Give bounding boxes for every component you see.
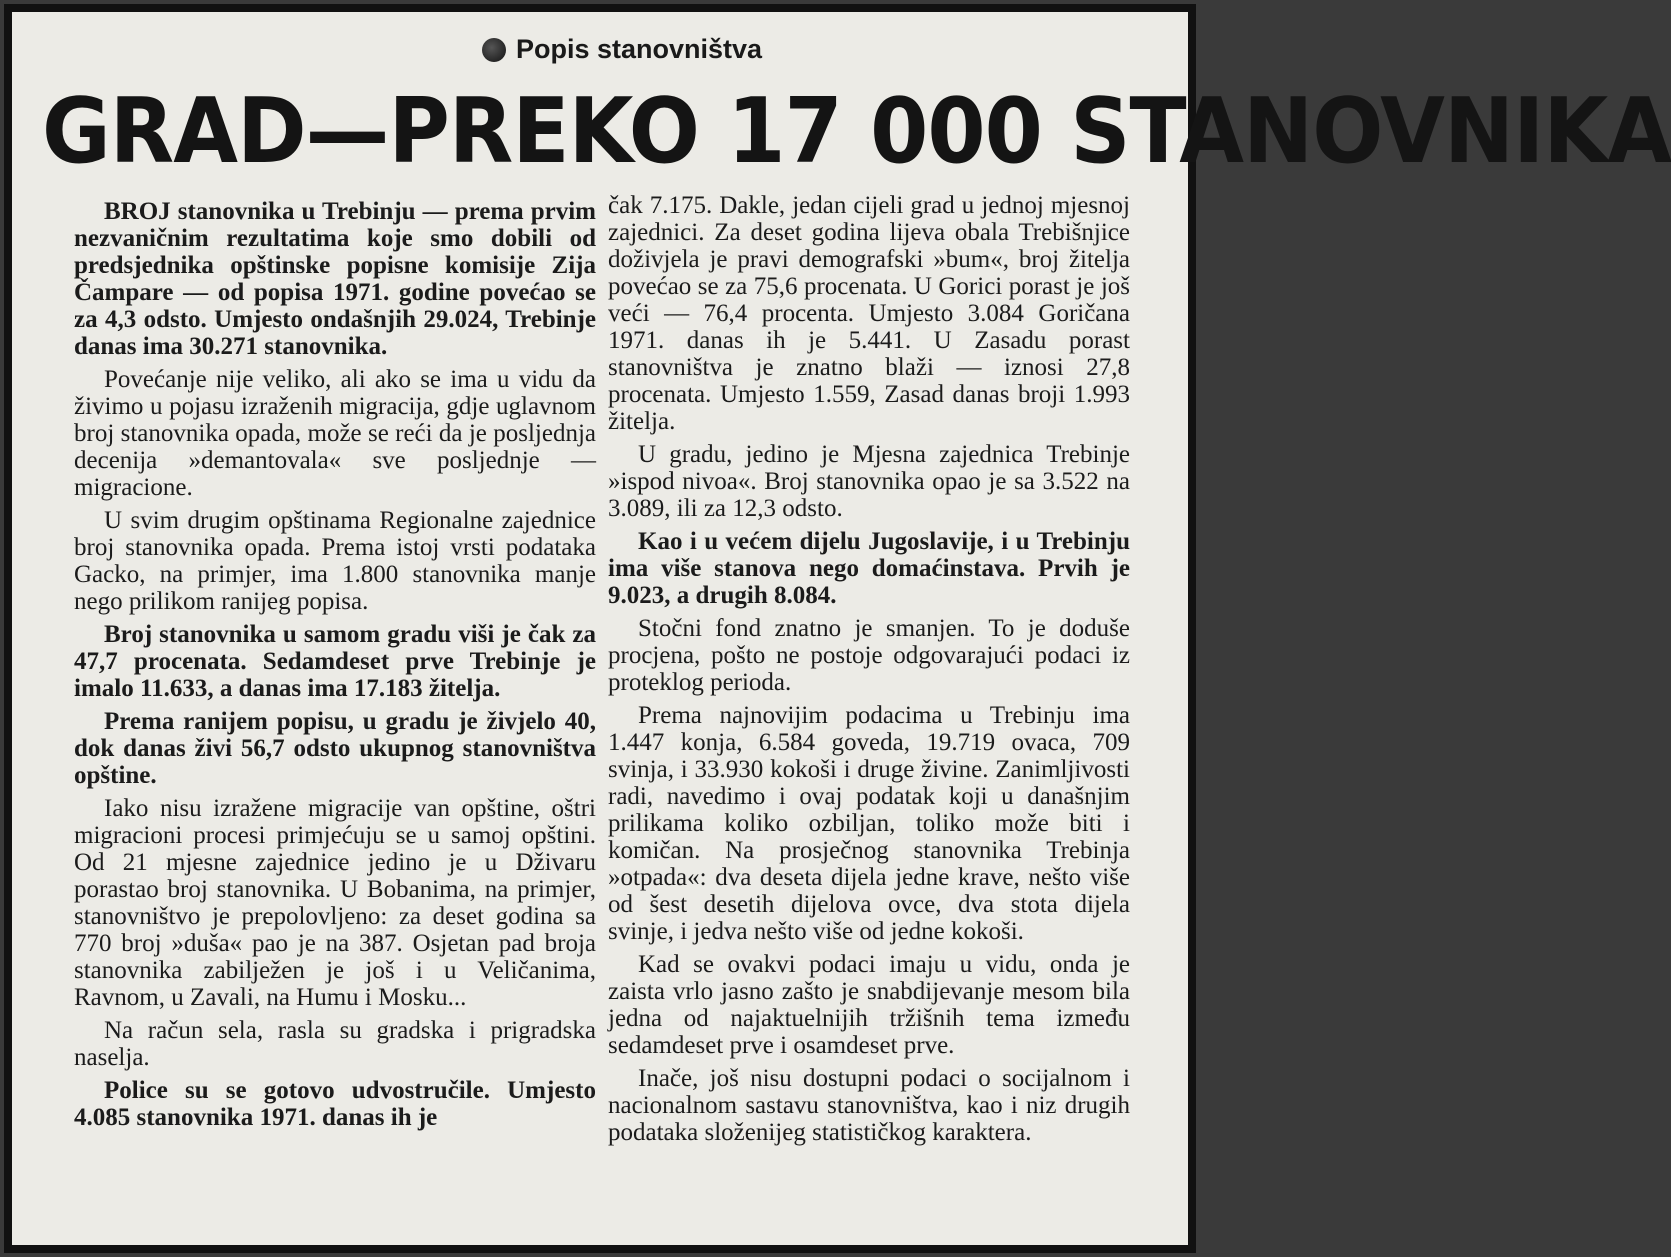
article-paragraph: U svim drugim opštinama Regionalne zajednice broj stanovnika opada. Prema istoj vrsti podataka Gacko, na primjer, ima 1.800 stanovnika manje nego prilikom ranijeg popisa.	[74, 507, 596, 615]
article-paragraph: Police su se gotovo udvostručile. Umjesto 4.085 stanovnika 1971. danas ih je	[74, 1077, 596, 1131]
article-paragraph: BROJ stanovnika u Trebinju — prema prvim nezvaničnim rezultatima koje smo dobili od predsjednika opštinske popisne komisije Zija Čampare — od popisa 1971. godine povećao se za 4,3 odsto. Umjesto ondašnjih 29.024, Trebinje danas ima 30.271 stanovnika.	[74, 198, 596, 360]
article-paragraph: U gradu, jedino je Mjesna zajednica Trebinje »ispod nivoa«. Broj stanovnika opao je sa 3.522 na 3.089, ili za 12,3 odsto.	[608, 441, 1130, 522]
article-paragraph: Prema najnovijim podacima u Trebinju ima 1.447 konja, 6.584 goveda, 19.719 ovaca, 709 svinja, i 33.930 kokoši i druge živine. Zanimljivosti radi, navedimo i ovaj podatak koji u današnjim prilikama koliko ozbiljan, toliko može biti i komičan. Na prosječnog stanovnika Trebinja »otpada«: dva deseta dijela jedne krave, nešto više od šest desetih dijelova ovce, dva stota dijela svinje, i jedva nešto više od jedne kokoši.	[608, 702, 1130, 945]
newspaper-clipping	[12, 12, 1671, 1245]
kicker-text: Popis stanovništva	[516, 34, 763, 64]
headline: GRAD—PREKO 17 000 STANOVNIKA	[42, 79, 1671, 184]
photo-frame	[4, 4, 1671, 1253]
bullet-dot-icon	[482, 38, 506, 62]
article-paragraph: Stočni fond znatno je smanjen. To je doduše procjena, pošto ne postoje odgovarajući podaci iz proteklog perioda.	[608, 615, 1130, 696]
section-kicker	[482, 34, 762, 65]
article-paragraph: Povećanje nije veliko, ali ako se ima u vidu da živimo u pojasu izraženih migracija, gdje uglavnom broj stanovnika opada, može se reći da je posljednja decenija »demantovala« sve posljednje — migracione.	[74, 366, 596, 501]
article-paragraph: Na račun sela, rasla su gradska i prigradska naselja.	[74, 1017, 596, 1071]
article-paragraph: Inače, još nisu dostupni podaci o socijalnom i nacionalnom sastavu stanovništva, kao i niz drugih podataka složenijeg statističkog karaktera.	[608, 1065, 1130, 1146]
article-paragraph: Iako nisu izražene migracije van opštine, oštri migracioni procesi primjećuju se u samoj opštini. Od 21 mjesne zajednice jedino je u Dživaru porastao broj stanovnika. U Bobanima, na primjer, stanovništvo je prepolovljeno: za deset godina sa 770 broj »duša« pao je na 387. Osjetan pad broja stanovnika zabilježen je još i u Veličanima, Ravnom, u Zavali, na Humu i Mosku...	[74, 795, 596, 1011]
article-paragraph: čak 7.175. Dakle, jedan cijeli grad u jednoj mjesnoj zajednici. Za deset godina lijeva obala Trebišnjice doživjela je pravi demografski »bum«, broj žitelja povećao se za 75,6 procenata. U Gorici porast je još veći — 76,4 procenta. Umjesto 3.084 Goričana 1971. danas ih je 5.441. U Zasadu porast stanovništva je znatno blaži — iznosi 27,8 procenata. Umjesto 1.559, Zasad danas broji 1.993 žitelja.	[608, 192, 1130, 435]
article-column-left	[74, 198, 596, 1137]
article-column-right	[608, 192, 1130, 1152]
article-paragraph: Kad se ovakvi podaci imaju u vidu, onda je zaista vrlo jasno zašto je snabdijevanje mesom bila jedna od najaktuelnijih tržišnih tema između sedamdeset prve i osamdeset prve.	[608, 951, 1130, 1059]
article-paragraph: Prema ranijem popisu, u gradu je živjelo 40, dok danas živi 56,7 odsto ukupnog stanovništva opštine.	[74, 708, 596, 789]
article-paragraph: Broj stanovnika u samom gradu viši je čak za 47,7 procenata. Sedamdeset prve Trebinje je imalo 11.633, a danas ima 17.183 žitelja.	[74, 621, 596, 702]
article-paragraph: Kao i u većem dijelu Jugoslavije, i u Trebinju ima više stanova nego domaćinstava. Prvih je 9.023, a drugih 8.084.	[608, 528, 1130, 609]
